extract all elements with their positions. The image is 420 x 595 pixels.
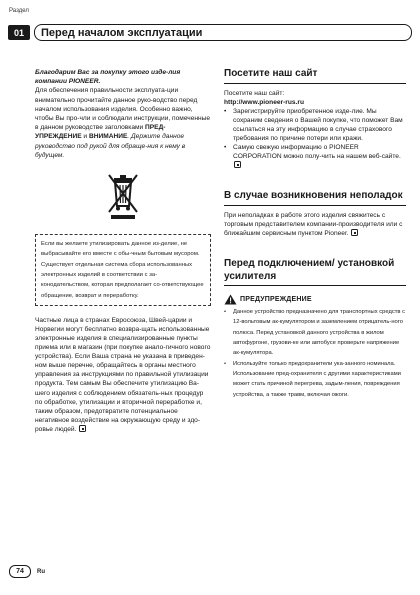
website-bullets — [224, 107, 406, 171]
section-number-tab: 01 — [8, 25, 30, 40]
intro-paragraph — [35, 86, 211, 160]
page-number: 74 — [9, 565, 31, 578]
disposal-text: Частные лица в странах Евросоюза, Швей-царии и Норвегии могут бесплатно возвра-щать использованные электронные изделия в специализированные пункты приема или в магазин (при покупке анало-гичного нового устройства). Если Ваша страна не указана в приведен-ном выше перечне, обращайтесь в органы местного управления за инструкциями по правильной утилизации продукта. Тем самым Вы обеспечите утилизацию Ва-шего изделия с соблюдением обязатель-ных процедур по обработке, утилизации и вторичной переработке и, таким образом, предотвратите потенциальное негативное воздействие на окружающую среду и здо-ровье людей. — [35, 316, 211, 433]
left-column — [35, 68, 211, 434]
page-title: Перед началом эксплуатации — [34, 24, 412, 41]
website-url: http://www.pioneer-rus.ru — [224, 98, 304, 106]
trouble-section — [224, 190, 406, 238]
language-code: Ru — [37, 569, 45, 575]
connection-heading: Перед подключением/ установкой усилителя — [224, 258, 406, 286]
intro-block — [35, 68, 211, 160]
weee-symbol-wrap — [35, 172, 211, 222]
trouble-heading: В случае возникновения неполадок — [224, 190, 406, 206]
website-section — [224, 68, 406, 170]
disposal-paragraph — [35, 316, 211, 434]
list-item: • Используйте только предохранители ука-занного номинала. Использование пред-охранителя с другими характеристиками может стать причиной перегрева, задым-ления, повреждения устройства, а также травм, включая ожоги. — [224, 359, 406, 400]
end-of-section-icon — [234, 161, 241, 168]
intro-lead: Благодарим Вас за покупку этого изде-лия компании PIONEER. — [35, 69, 181, 86]
intro-tail: . Держите данное руководство под рукой для обраще-ния к нему в будущем. — [35, 133, 186, 159]
intro-attention-word: ВНИМАНИЕ — [88, 133, 128, 141]
crossed-bin-icon — [105, 172, 141, 220]
trouble-paragraph — [224, 211, 406, 238]
trouble-text: При неполадках в работе этого изделия свяжитесь с торговым представителем компании-производителя или с ближайшим сервисным пунктом Pioneer. — [224, 211, 403, 238]
warning-triangle-icon — [224, 294, 237, 305]
connection-section — [224, 258, 406, 400]
section-label: Раздел — [9, 8, 29, 14]
end-of-section-icon — [79, 425, 86, 432]
warning-label: ПРЕДУПРЕЖДЕНИЕ — [240, 296, 312, 304]
website-heading: Посетите наш сайт — [224, 68, 406, 84]
warning-title — [224, 294, 406, 305]
warning-bullets — [224, 307, 406, 400]
list-item — [224, 143, 406, 170]
list-item: • Зарегистрируйте приобретенное изде-лие. Мы сохраним сведения о Вашей покупке, что поможет Вам ссылаться на эту информацию в случае страхового требования по причине потери или кражи. — [224, 107, 406, 143]
list-item: • Данное устройство предназначено для транспортных средств с 12-вольтовым ак-кумулятором и заземлением отрицатель-ного полюса. Перед установкой данного устройства в жилом автофургоне, грузови-ке или автобусе проверьте напряжение ак-кумулятора. — [224, 307, 406, 358]
disposal-notice-box: Если вы желаете утилизировать данное из-делие, не выбрасывайте его вместе с обы-чным бытовым мусором. Существует отдельная система сбора использованных электронных изделий в соответствии с за-конодательством, которая предполагает со-ответствующее обращение, возврат и переработку. — [35, 234, 211, 306]
right-column — [224, 68, 406, 400]
list-item-text: Самую свежую информацию о PIONEER CORPORATION можно полу-чить на нашем веб-сайте. — [233, 144, 401, 161]
intro-body: Для обеспечения правильности эксплуата-ции внимательно прочитайте данное руко-водство перед началом использования изделия. Особенно важно, чтобы Вы про-чли и соблюдали инструкции, помеченные в данном руководстве заголовками — [35, 87, 211, 132]
intro-and: и — [81, 133, 89, 141]
website-intro: Посетите наш сайт: — [224, 89, 285, 97]
website-text — [224, 89, 406, 107]
end-of-section-icon — [351, 229, 358, 236]
intro-warning-word: ПРЕД-УПРЕЖДЕНИЕ — [35, 124, 166, 141]
